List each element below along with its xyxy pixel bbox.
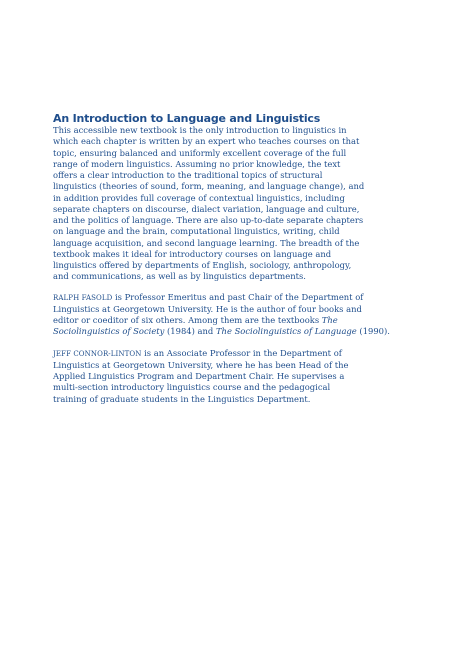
bio-line: Linguistics at Georgetown University. He is the author of four books and: [53, 303, 362, 314]
bio-line: Applied Linguistics Program and Department Chair. He supervises a: [53, 371, 345, 381]
author-name: JEFF CONNOR-LINTON: [53, 349, 142, 358]
bio-text: is Professor Emeritus and past Chair of the Department of: [112, 291, 364, 302]
description-line: offers a clear introduction to the traditional topics of structural: [53, 170, 323, 180]
description-line: range of modern linguistics. Assuming no prior knowledge, the text: [53, 158, 341, 169]
description-line: on language and the brain, computational linguistics, writing, child: [53, 226, 340, 237]
description-line: and communications, as well as by linguistics departments.: [53, 271, 306, 282]
book-title-italic: The: [321, 315, 338, 325]
bio-line: [53, 291, 364, 304]
description-line: language acquisition, and second language learning. The breadth of the: [53, 237, 360, 248]
description-line: which each chapter is written by an expert who teaches courses on that: [53, 136, 360, 147]
bio-line: training of graduate students in the Linguistics Department.: [53, 393, 311, 404]
bio-line: Linguistics at Georgetown University, where he has been Head of the: [53, 359, 349, 370]
description-line: This accessible new textbook is the only introduction to linguistics in: [53, 125, 347, 135]
paragraph-spacer: [53, 338, 325, 348]
description-line: and the politics of language. There are also up-to-date separate chapters: [53, 215, 364, 225]
book-title-italic: Sociolinguistics of Society: [53, 326, 165, 337]
author-bio-connor-linton: [53, 347, 349, 405]
bio-line: [53, 347, 342, 360]
book-title: An Introduction to Language and Linguistics: [53, 112, 321, 125]
bio-line: multi-section introductory linguistics course and the pedagogical: [53, 382, 331, 393]
description-line: in addition provides full coverage of contextual linguistics, including: [53, 192, 345, 203]
bio-text: (1984) and: [164, 326, 216, 337]
bio-text: editor or coeditor of six others. Among them are the textbooks: [53, 315, 322, 325]
paragraph-spacer: [53, 283, 325, 292]
description-line: linguistics offered by departments of English, sociology, anthropology,: [53, 260, 352, 270]
author-name: RALPH FASOLD: [53, 293, 113, 302]
book-description: [53, 125, 365, 283]
book-title-italic: The Sociolinguistics of Language: [215, 326, 357, 337]
author-bio-fasold: [53, 291, 390, 338]
description-line: separate chapters on discourse, dialect variation, language and culture,: [53, 203, 360, 214]
bio-text: (1990).: [356, 326, 390, 337]
back-matter-text: [53, 112, 390, 405]
bio-line: [53, 315, 338, 326]
bio-line: [53, 326, 390, 337]
description-line: linguistics (theories of sound, form, meaning, and language change), and: [53, 181, 365, 192]
bio-text: is an Associate Professor in the Department of: [141, 347, 342, 358]
description-line: topic, ensuring balanced and uniformly excellent coverage of the full: [53, 147, 347, 158]
description-line: textbook makes it ideal for introductory courses on language and: [53, 248, 332, 259]
